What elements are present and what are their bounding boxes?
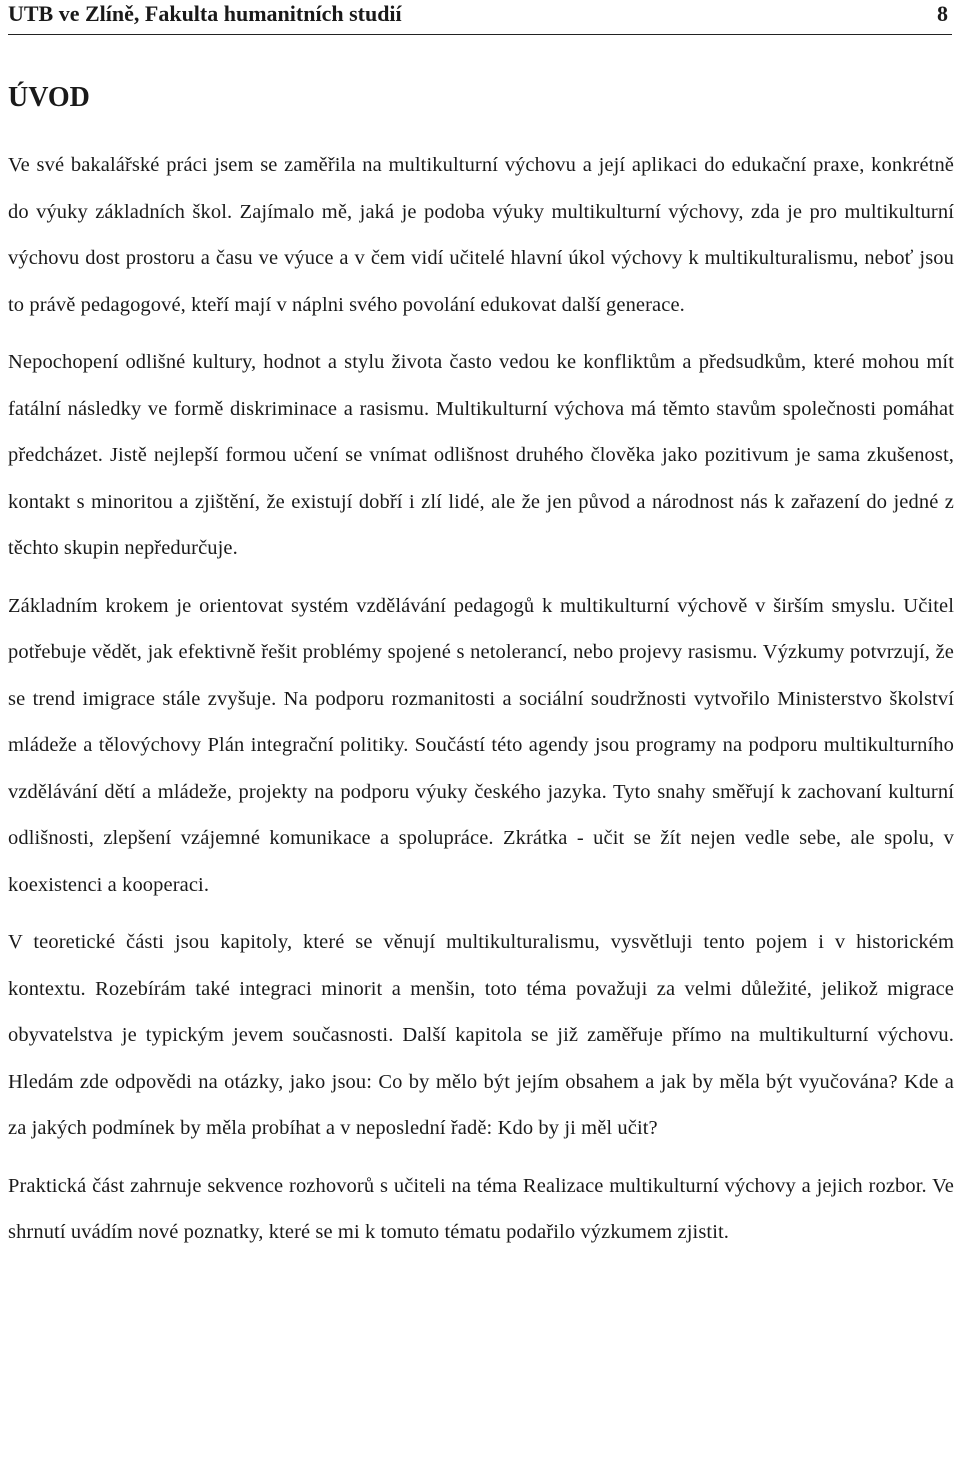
paragraph-5: Praktická část zahrnuje sekvence rozhovorů s učiteli na téma Realizace multikulturní výchovy a jejich rozbor. Ve shrnutí uvádím nové poznatky, které se mi k tomuto tématu podařilo výzkumem zjistit. [8,1174,954,1243]
paragraph-2: Nepochopení odlišné kultury, hodnot a stylu života často vedou ke konfliktům a předsudkům, které mohou mít fatální následky ve formě diskriminace a rasismu. Multikulturní výchova má těmto stavům společnosti pomáhat předcházet. Jistě nejlepší formou učení se vnímat odlišnost druhého člověka jako pozitivum je sama zkušenost, kontakt s minoritou a zjištění, že existují dobří i zlí lidé, ale že jen původ a národnost nás k zařazení do jedné z těchto skupin nepředurčuje. [8,351,954,559]
paragraph-4: V teoretické části jsou kapitoly, které se věnují multikulturalismu, vysvětluji tento pojem i v historickém kontextu. Rozebírám také integraci minorit a menšin, toto téma považuji za velmi důležité, jelikož migrace obyvatelstva je typickým jevem současnosti. Další kapitola se již zaměřuje přímo na multikulturní výchovu. Hledám zde odpovědi na otázky, jako jsou: Co by mělo být jejím obsahem a jak by měla být vyučována? Kde a za jakých podmínek by měla probíhat a v neposlední řadě: Kdo by ji měl učit? [8,931,954,1139]
paragraph-3: Základním krokem je orientovat systém vzdělávání pedagogů k multikulturní výchově v širším smyslu. Učitel potřebuje vědět, jak efektivně řešit problémy spojené s netolerancí, nebo projevy rasismu. Výzkumy potvrzují, že se trend imigrace stále zvyšuje. Na podporu rozmanitosti a sociální soudržnosti vytvořilo Ministerstvo školství mládeže a tělovýchovy Plán integrační politiky. Součástí této agendy jsou programy na podporu multikulturního vzdělávání dětí a mládeže, projekty na podporu výuky českého jazyka. Tyto snahy směřují k zachovaní kulturní odlišnosti, zlepšení vzájemné komunikace a spolupráce. Zkrátka - učit se žít nejen vedle sebe, ale spolu, v koexistenci a kooperaci. [8,594,954,896]
page-header [8,0,952,35]
section-title: ÚVOD [8,82,90,113]
header-institution: UTB ve Zlíně, Fakulta humanitních studií [8,1,402,26]
page-number: 8 [937,1,948,26]
paragraph-1: Ve své bakalářské práci jsem se zaměřila na multikulturní výchovu a její aplikaci do edukační praxe, konkrétně do výuky základních škol. Zajímalo mě, jaká je podoba výuky multikulturní výchovy, zda je pro multikulturní výchovu dost prostoru a času ve výuce a v čem vidí učitelé hlavní úkol výchovy k multikulturalismu, neboť jsou to právě pedagogové, kteří mají v náplni svého povolání edukovat další generace. [8,154,954,316]
body-text [8,142,954,1267]
